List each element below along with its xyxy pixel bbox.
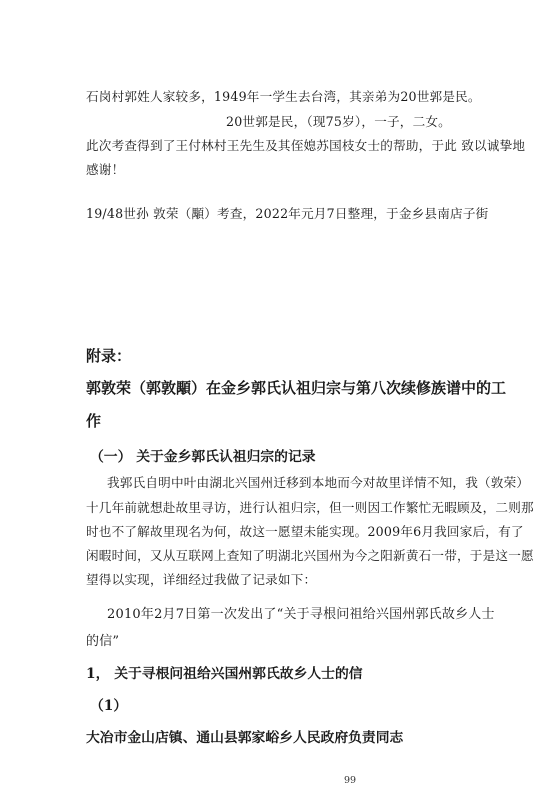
item-heading: 1， 关于寻根问祖给兴国州郭氏故乡人士的信 [86,666,363,682]
body-text-line: 20世郭是民，（现75岁），一子，二女。 [226,114,451,129]
sub-heading: （1） [90,698,128,714]
signature-line: 19/48世孙 敦荣（顒）考查，2022年元月7日整理，于金乡县南店子街 [86,206,489,221]
appendix-label: 附录： [86,347,132,365]
section-heading: （一） 关于金乡郭氏认祖归宗的记录 [90,449,316,465]
body-text-line: 石岗村郭姓人家较多，1949年一学生去台湾，其亲弟为20世郭是民。 [86,89,481,104]
addressee-line: 大冶市金山店镇、通山县郭家峪乡人民政府负责同志 [86,730,404,746]
paragraph-line: 的信” [86,634,120,649]
paragraph-line: 望得以实现，详细经过我做了记录如下： [86,572,317,587]
body-text-line: 感谢！ [86,162,125,177]
appendix-title: 郭敦荣（郭敦顒）在金乡郭氏认祖归宗与第八次续修族谱中的工 [86,379,507,397]
paragraph-line: 闲暇时间，又从互联网上查知了明湖北兴国州为今之阳新黄石一带，于是这一愿 [86,548,534,563]
page-number: 99 [344,775,357,786]
appendix-title-continued: 作 [86,412,102,430]
paragraph-line: 2010年2月7日第一次发出了“关于寻根问祖给兴国州郭氏故乡人士 [107,607,495,622]
body-text-line: 此次考查得到了王付林村王先生及其侄媳苏国枝女士的帮助，于此 致以诚挚地 [86,138,526,153]
paragraph-line: 时也不了解故里现名为何，故这一愿望未能实现。2009年6月我回家后，有了 [86,524,524,539]
paragraph-line: 十几年前就想赴故里寻访，进行认祖归宗，但一则因工作繁忙无暇顾及，二则那 [86,500,534,515]
paragraph-line: 我郭氏自明中叶由湖北兴国州迁移到本地而今对故里详情不知，我（敦荣） [107,475,530,490]
